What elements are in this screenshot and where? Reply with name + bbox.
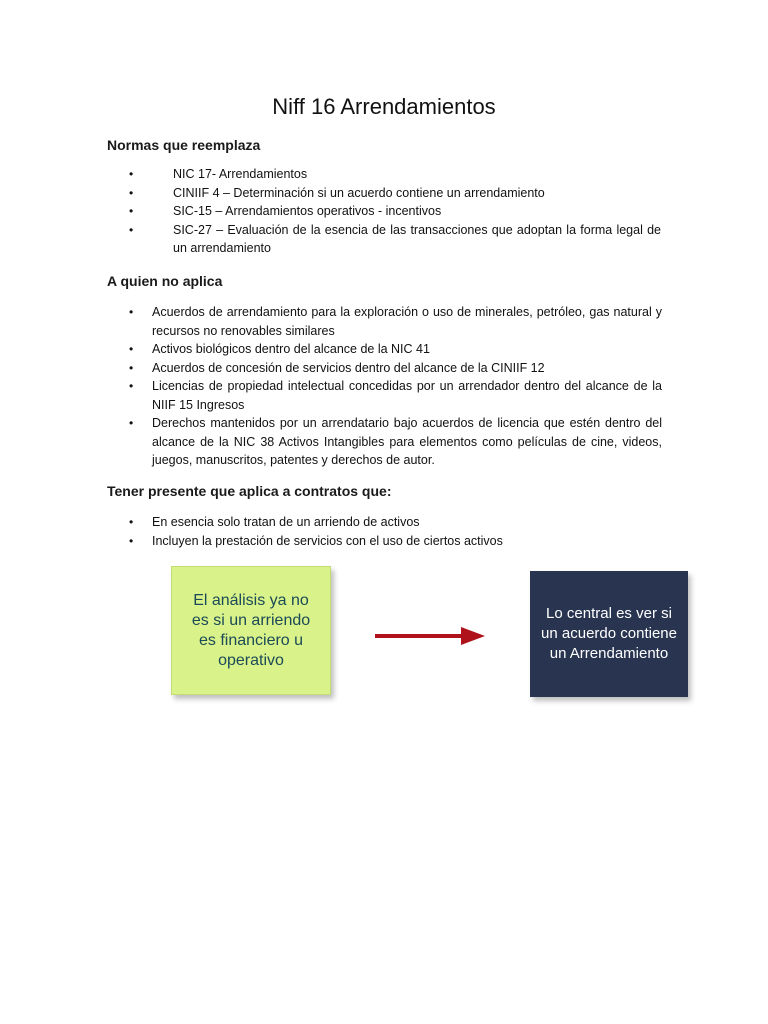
list-normas-que-reemplaza (129, 165, 661, 258)
bullet-icon: • (129, 360, 134, 375)
list-item: • Licencias de propiedad intelectual concedidas por un arrendador dentro del alcance de la NIIF 15 Ingresos (129, 379, 662, 412)
list-item: • NIC 17- Arrendamientos (173, 165, 661, 184)
bullet-icon: • (129, 167, 134, 181)
bullet-icon: • (129, 533, 134, 548)
bullet-icon: • (129, 305, 134, 319)
list-item: • Acuerdos de arrendamiento para la exploración o uso de minerales, petróleo, gas natural y recursos no renovables similares (129, 305, 662, 338)
diagram-box-contiene-arrendamiento (530, 571, 688, 697)
arrow-right-icon (373, 623, 487, 649)
list-aplica-a-contratos (129, 513, 662, 550)
bullet-icon: • (129, 204, 134, 218)
bullet-icon: • (129, 379, 134, 393)
arrow-head (461, 627, 485, 645)
page-title: Niff 16 Arrendamientos (272, 94, 496, 119)
list-item: • SIC-27 – Evaluación de la esencia de las transacciones que adoptan la forma legal de un arrendamiento (129, 222, 661, 255)
diagram-box-text: Lo central es ver si un acuerdo contiene un Arrendamiento (541, 605, 677, 662)
bullet-icon: • (129, 185, 134, 200)
list-item: • Activos biológicos dentro del alcance de la NIC 41 (152, 340, 662, 359)
list-a-quien-no-aplica (129, 303, 662, 470)
list-item: • SIC-15 – Arrendamientos operativos - incentivos (173, 202, 661, 221)
bullet-icon: • (129, 416, 134, 430)
list-item: • Derechos mantenidos por un arrendatario bajo acuerdos de licencia que estén dentro del alcance de la NIC 38 Activos Intangibles para elementos como películas de cine, videos, juegos, manuscritos, patentes y derechos de autor. (129, 416, 662, 467)
bullet-icon: • (129, 222, 134, 237)
diagram-box-text: El análisis ya no es si un arriendo es financiero u operativo (191, 591, 311, 669)
list-item: • Incluyen la prestación de servicios con el uso de ciertos activos (152, 532, 662, 551)
list-item: • Acuerdos de concesión de servicios dentro del alcance de la CINIIF 12 (152, 359, 662, 378)
list-item: • CINIIF 4 – Determinación si un acuerdo contiene un arrendamiento (173, 184, 661, 203)
bullet-icon: • (129, 342, 134, 356)
heading-normas-que-reemplaza: Normas que reemplaza (107, 137, 261, 153)
heading-aplica-a-contratos: Tener presente que aplica a contratos que: (107, 483, 392, 499)
bullet-icon: • (129, 515, 134, 529)
list-item: • En esencia solo tratan de un arriendo de activos (152, 513, 662, 532)
heading-a-quien-no-aplica: A quien no aplica (107, 273, 223, 289)
diagram-box-financiero-operativo (171, 566, 331, 695)
